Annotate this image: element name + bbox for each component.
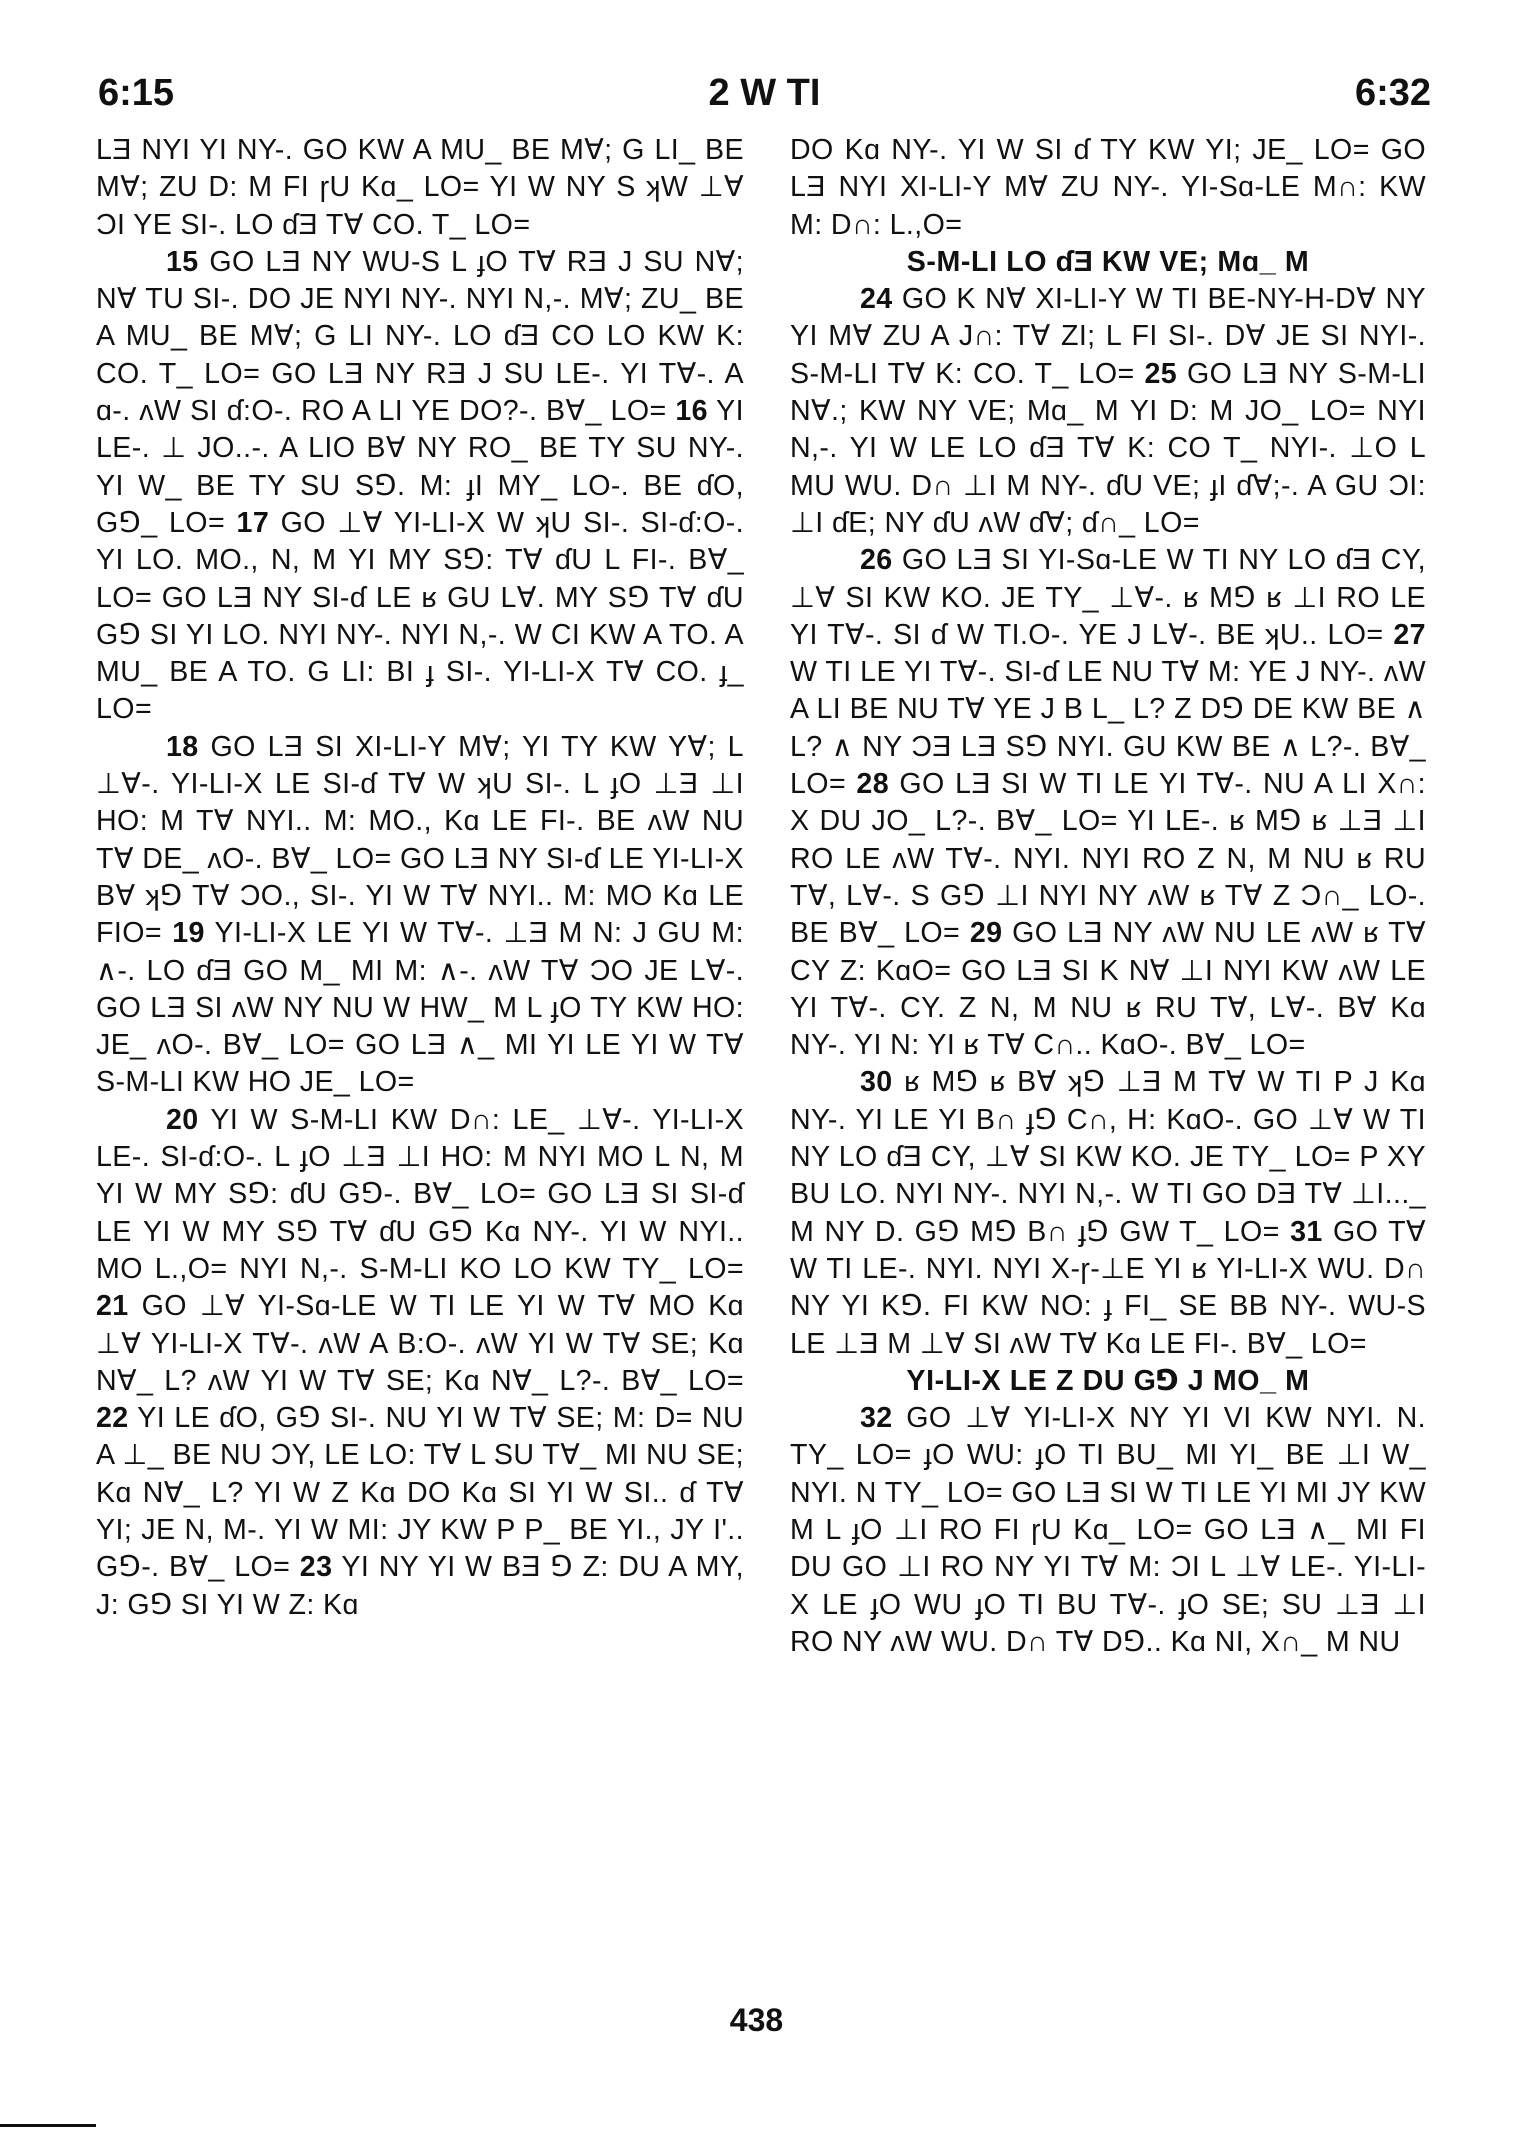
verse-number: 27 [1393, 618, 1426, 651]
paragraph [790, 281, 1426, 542]
verse-text: YI LE ɗO, G⅁ SI-. NU YI W T∀ SE; M: D= NU A ⊥_ BE NU ƆY, LE LO: T∀ L SU T∀_ MI NU SE; Kɑ N∀_ L? YI W Z Kɑ DO Kɑ SI YI W SI.. ɗ T∀ YI; JE N, M-. YI W MI: JY KW P P_ BE YI., JY I'.. G⅁-. B∀_ LO= [96, 1402, 745, 1584]
paragraph [790, 542, 1426, 1064]
verse-number: 25 [1144, 357, 1178, 390]
paragraph [790, 1064, 1426, 1362]
verse-number: 32 [860, 1402, 893, 1435]
verse-text: GO ⊥∀ YI-Sɑ-LE W TI LE YI W T∀ MO Kɑ ⊥∀ YI-LI-X T∀-. ʌW A B:O-. ʌW YI W T∀ SE; Kɑ N∀_ L? ʌW YI W T∀ SE; Kɑ N∀_ L?-. B∀_ LO= [96, 1290, 744, 1397]
page-number: 438 [729, 2002, 784, 2038]
verse-number: 19 [172, 917, 205, 950]
verse-text: GO T∀ W TI LE-. NYI. NYI X-ɼ-⊥E YI ʁ YI-LI-X WU. D∩ NY YI K⅁. FI KW NO: ɟ FI_ SE BB NY-. WU-S LE ⊥Ǝ M ⊥∀ SI ʌW T∀ Kɑ LE FI-. B∀_ LO= [790, 1215, 1426, 1360]
verse-number: 24 [860, 283, 893, 316]
verse-text: ʁ M⅁ ʁ B∀ ʞ⅁ ⊥Ǝ M T∀ W TI P J Kɑ NY-. YI LE YI B∩ ɟ⅁ C∩, H: KɑO-. GO ⊥∀ W TI NY LO ɗƎ CY, ⊥∀ SI KW KO. JE TY_ LO= P XY BU LO. NYI NY-. NYI N,-. W TI GO DƎ T∀ ⊥I..._ M NY D. G⅁ M⅁ B∩ ɟ⅁ GW T_ LO= [790, 1066, 1426, 1248]
verse-number: 18 [166, 730, 199, 763]
paragraph [96, 244, 744, 729]
verse-number: 20 [166, 1103, 199, 1136]
verse-text: GO ⊥∀ YI-LI-X W ʞU SI-. SI-ɗ:O-. YI LO. MO., N, M YI MY S⅁: T∀ ɗU L FI-. B∀_ LO= GO LƎ NY SI-ɗ LE ʁ GU L∀. MY S⅁ T∀ ɗU G⅁ SI YI LO. NYI NY-. NYI N,-. W CI KW A TO. A MU_ BE A TO. G LI: BI ɟ SI-. YI-LI-X T∀ CO. ɟ_ LO= [96, 506, 744, 726]
verse-number: 21 [96, 1290, 129, 1323]
verse-text: GO ⊥∀ YI-LI-X NY YI VI KW NYI. N. TY_ LO= ɟO WU: ɟO TI BU_ MI YI_ BE ⊥I W_ NYI. N TY_ LO= GO LƎ SI W TI LE YI MI JY KW M L ɟO ⊥I RO FI ɼU Kɑ_ LO= GO LƎ ∧_ MI FI DU GO ⊥I RO NY YI T∀ M: ƆI L ⊥∀ LE-. YI-LI-X LE ɟO WU ɟO TI BU T∀-. ɟO SE; SU ⊥Ǝ ⊥I RO NY ʌW WU. D∩ T∀ D⅁.. Kɑ NI, X∩_ M NU [790, 1402, 1426, 1658]
verse-number: 30 [860, 1066, 893, 1099]
paragraph [790, 132, 1426, 244]
paragraph [96, 729, 744, 1102]
scan-edge-line [0, 2124, 96, 2127]
paragraph [790, 1400, 1426, 1661]
verse-text: YI W S-M-LI KW D∩: LE_ ⊥∀-. YI-LI-X LE-. SI-ɗ:O-. L ɟO ⊥Ǝ ⊥I HO: M NYI MO L N, M YI W MY S⅁: ɗU G⅁-. B∀_ LO= GO LƎ SI SI-ɗ LE YI W MY S⅁ T∀ ɗU G⅁ Kɑ NY-. YI W NYI.. MO L.,O= NYI N,-. S-M-LI KO LO KW TY_ LO= [96, 1103, 745, 1285]
verse-text: GO LƎ NY WU-S L ɟO T∀ RƎ J SU N∀; N∀ TU SI-. DO JE NYI NY-. NYI N,-. M∀; ZU_ BE A MU_ BE M∀; G LI NY-. LO ɗƎ CO LO KW K: CO. T_ LO= GO LƎ NY RƎ J SU LE-. YI T∀-. A ɑ-. ʌW SI ɗ:O-. RO A LI YE DO?-. B∀_ LO= [96, 245, 744, 428]
paragraph-text: DO Kɑ NY-. YI W SI ɗ TY KW YI; JE_ LO= GO LƎ NYI XI-LI-Y M∀ ZU NY-. YI-Sɑ-LE M∩: KW M: D∩: L.,O= [790, 134, 1426, 241]
verse-number: 29 [969, 917, 1003, 950]
header-book-title: 2 W TI [708, 71, 821, 114]
verse-text: YI-LI-X LE YI W T∀-. ⊥Ǝ M N: J GU M: ∧-. LO ɗƎ GO M_ MI M: ∧-. ʌW T∀ ƆO JE L∀-. GO LƎ SI ʌW NY NU W HW_ M L ɟO TY KW HO: JE_ ʌO-. B∀_ LO= GO LƎ ∧_ MI YI LE YI W T∀ S-M-LI KW HO JE_ LO= [96, 917, 744, 1099]
verse-text: GO LƎ NY ʌW NU LE ʌW ʁ T∀ CY Z: KɑO= GO LƎ SI K N∀ ⊥I NYI KW ʌW LE YI T∀-. CY. Z N, M NU ʁ RU T∀, L∀-. B∀ Kɑ NY-. YI N: YI ʁ T∀ C∩.. KɑO-. B∀_ LO= [790, 917, 1426, 1062]
verse-text: YI LE-. ⊥ JO..-. A LIO B∀ NY RO_ BE TY SU NY-. YI W_ BE TY SU S⅁. M: ɟI MY_ LO-. BE ɗO, G⅁_ LO= [96, 395, 744, 539]
verse-number: 31 [1290, 1215, 1323, 1248]
section-heading: YI-LI-X LE Z DU G⅁ J MO_ M [906, 1364, 1310, 1397]
verse-text: GO LƎ SI YI-Sɑ-LE W TI NY LO ɗƎ CY, ⊥∀ SI KW KO. JE TY_ ⊥∀-. ʁ M⅁ ʁ ⊥I RO LE YI T∀-. SI ɗ W TI.O-. YE J L∀-. BE ʞU.. LO= [790, 544, 1426, 651]
verse-text: GO LƎ SI W TI LE YI T∀-. NU A LI X∩: X DU JO_ L?-. B∀_ LO= YI LE-. ʁ M⅁ ʁ ⊥Ǝ ⊥I RO LE ʌW T∀-. NYI. NYI RO Z N, M NU ʁ RU T∀, L∀-. S G⅁ ⊥I NYI NY ʌW ʁ T∀ Z Ɔ∩_ LO-. BE B∀_ LO= [790, 768, 1426, 950]
page-header [98, 68, 1431, 118]
paragraph-text: LƎ NYI YI NY-. GO KW A MU_ BE M∀; G LI_ BE M∀; ZU D: M FI ɼU Kɑ_ LO= YI W NY S ʞW ⊥∀ ƆI YE SI-. LO ɗƎ T∀ CO. T_ LO= [96, 134, 744, 241]
paragraph [96, 1102, 744, 1624]
left-column [96, 132, 744, 1624]
section-heading: S-M-LI LO ɗƎ KW VE; Mɑ_ M [906, 245, 1310, 278]
header-chapter-start: 6:15 [98, 71, 175, 114]
verse-number: 26 [860, 544, 893, 577]
verse-number: 17 [236, 506, 270, 539]
verse-number: 15 [166, 245, 199, 278]
verse-number: 23 [299, 1551, 333, 1584]
verse-text: GO K N∀ XI-LI-Y W TI BE-NY-H-D∀ NY YI M∀ ZU A J∩: T∀ ZI; L FI SI-. D∀ JE SI NYI-. S-M-LI T∀ K: CO. T_ LO= [790, 283, 1426, 390]
header-chapter-end: 6:32 [1354, 71, 1431, 114]
verse-number: 16 [675, 395, 708, 428]
verse-text: GO LƎ SI XI-LI-Y M∀; YI TY KW Y∀; L ⊥∀-. YI-LI-X LE SI-ɗ T∀ W ʞU SI-. L ɟO ⊥Ǝ ⊥I HO: M T∀ NYI.. M: MO., Kɑ LE FI-. BE ʌW NU T∀ DE_ ʌO-. B∀_ LO= GO LƎ NY SI-ɗ LE YI-LI-X B∀ ʞ⅁ T∀ ƆO., SI-. YI W T∀ NYI.. M: MO Kɑ LE FIO= [96, 730, 744, 950]
verse-number: 22 [96, 1402, 129, 1435]
right-column [790, 132, 1426, 1661]
verse-number: 28 [856, 768, 890, 801]
paragraph [96, 132, 744, 244]
verse-text: YI NY YI W BƎ ⅁ Z: DU A MY, J: G⅁ SI YI W Z: Kɑ [96, 1551, 744, 1621]
verse-text: GO LƎ NY S-M-LI N∀.; KW NY VE; Mɑ_ M YI D: M JO_ LO= NYI N,-. YI W LE LO ɗƎ T∀ K: CO T_ NYI-. ⊥O L MU WU. D∩ ⊥I M NY-. ɗU VE; ɟI ɗ∀;-. A GU ƆI: ⊥I ɗE; NY ɗU ʌW ɗ∀; ɗ∩_ LO= [790, 357, 1426, 539]
verse-text: W TI LE YI T∀-. SI-ɗ LE NU T∀ M: YE J NY-. ʌW A LI BE NU T∀ YE J B L_ L? Z D⅁ DE KW BE ∧ L? ∧ NY ƆƎ LƎ S⅁ NYI. GU KW BE ∧ L?-. B∀_ LO= [790, 656, 1426, 801]
